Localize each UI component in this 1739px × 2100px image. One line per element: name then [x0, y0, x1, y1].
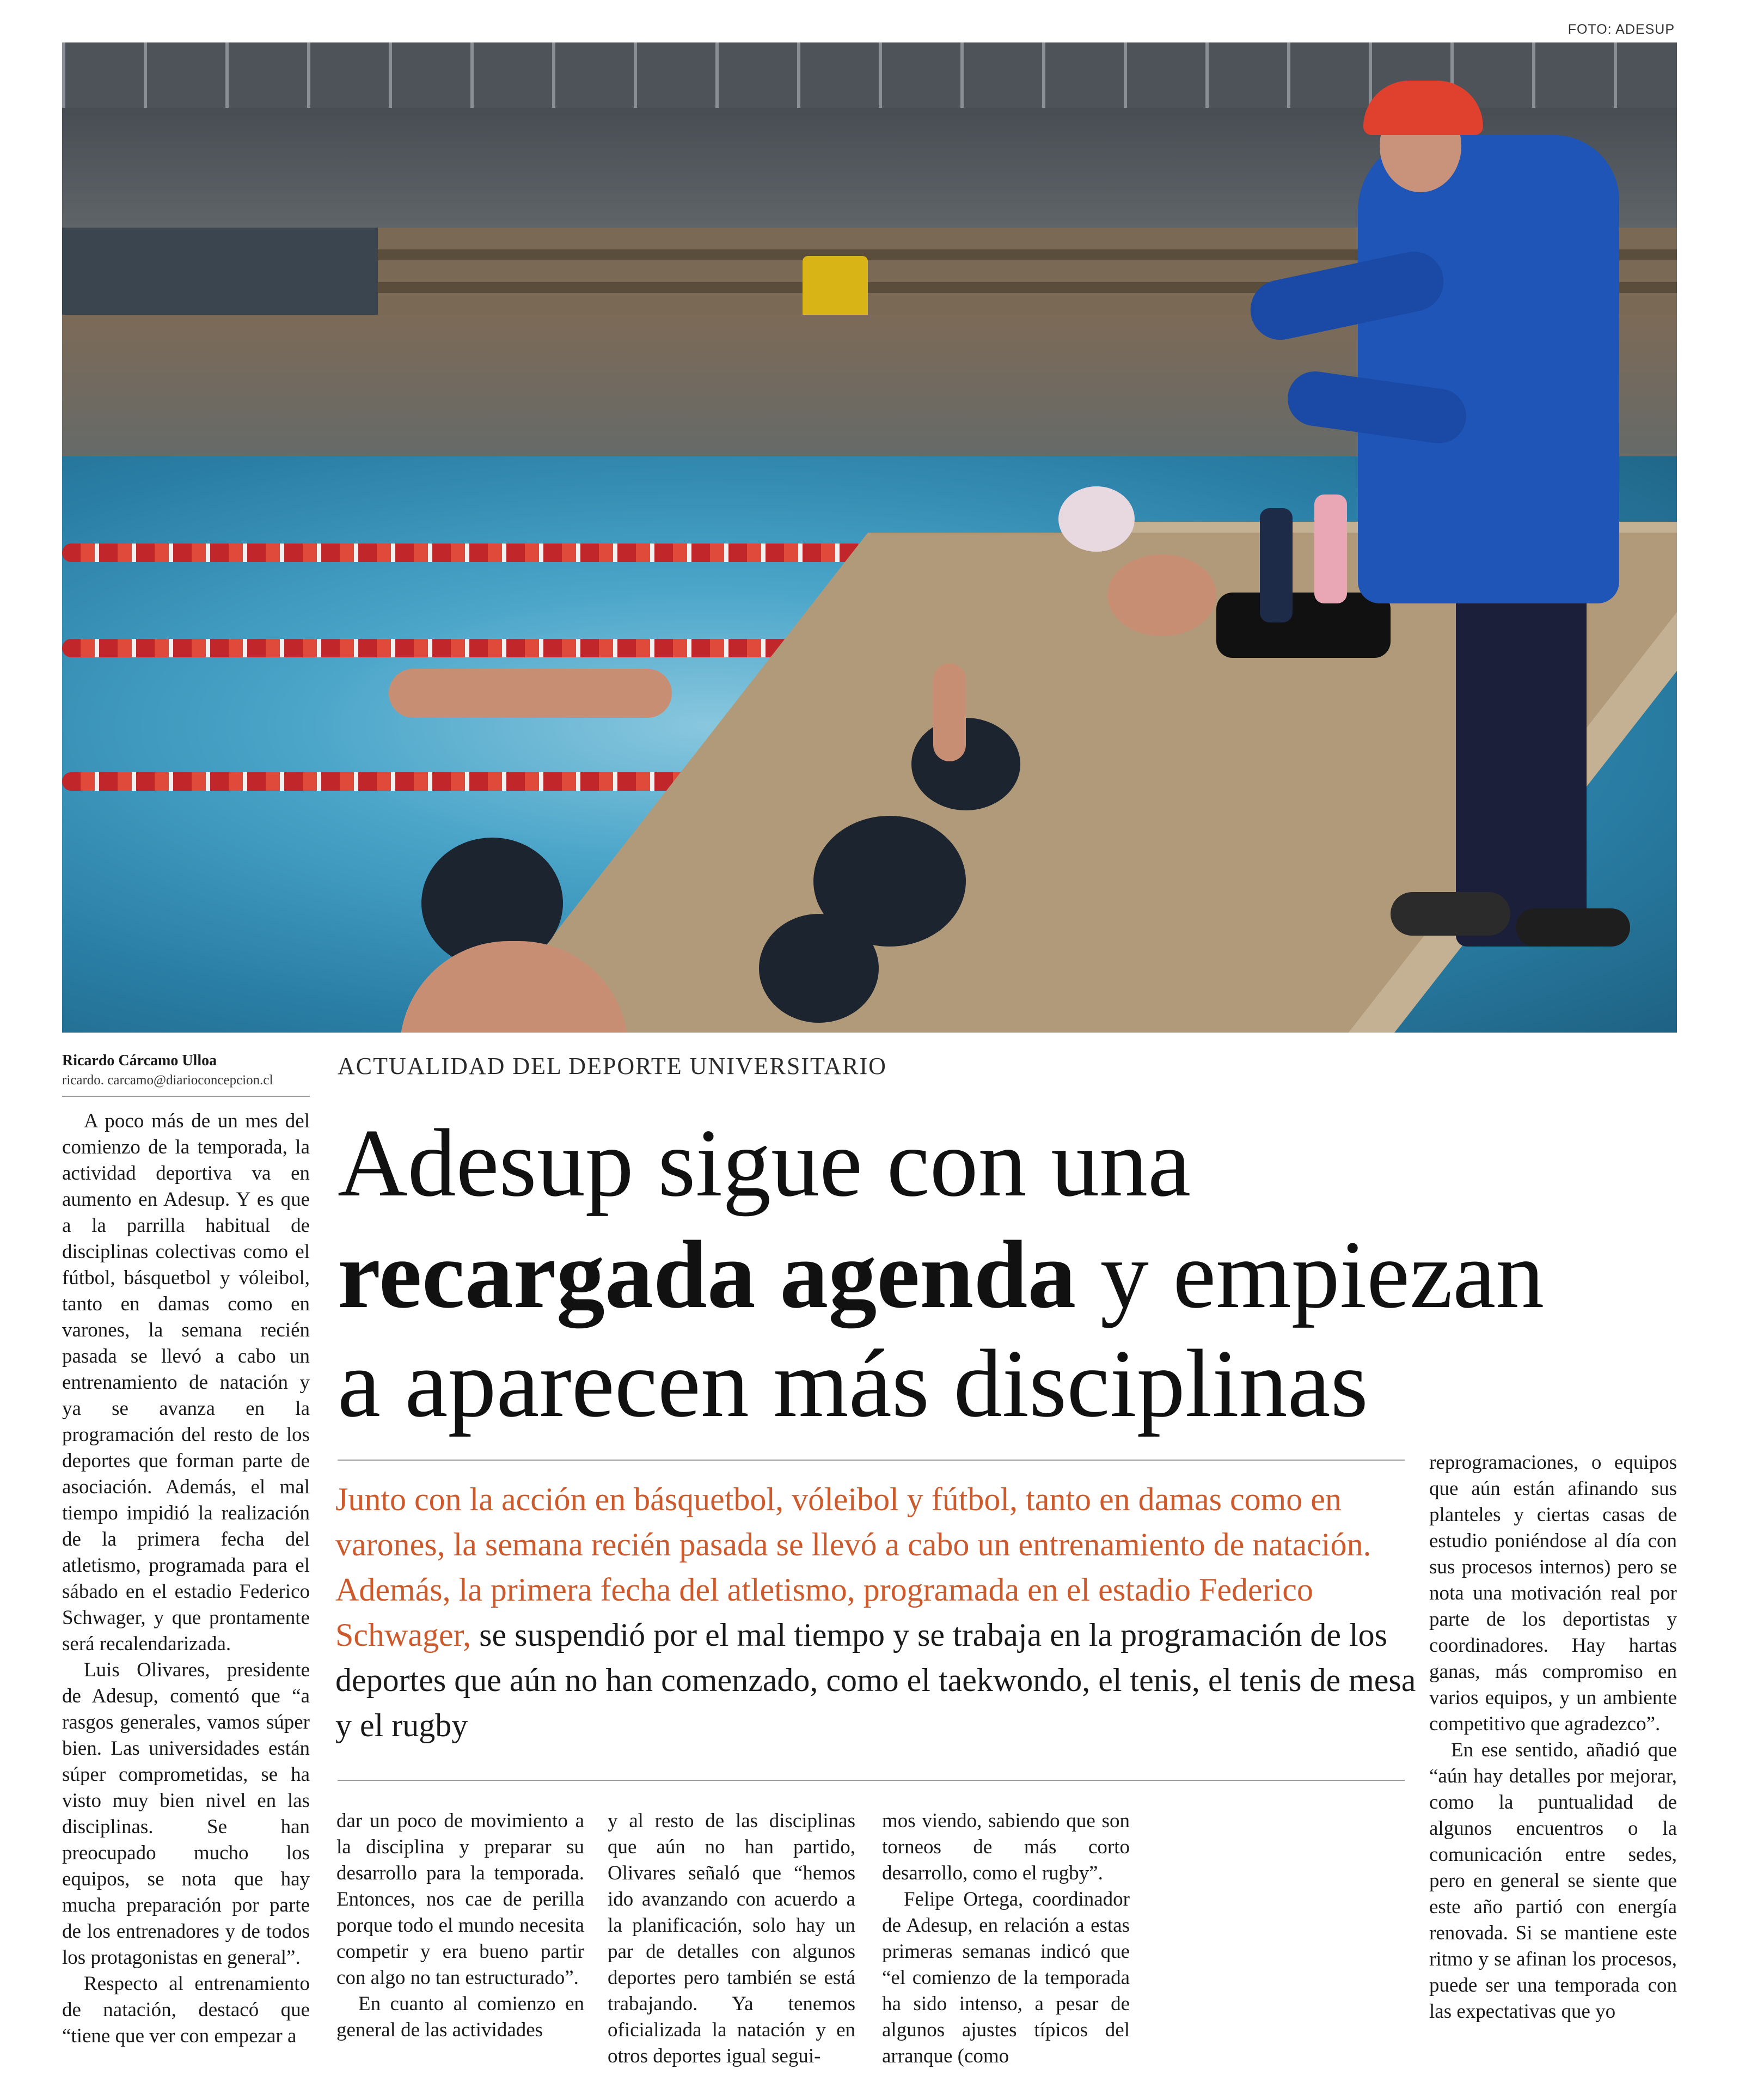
body-paragraph: Felipe Ortega, coordinador de Adesup, en relación a estas primeras semanas indicó que “el comienzo de la temporada ha sido intenso, a pesar de algunos ajustes típicos del arranque (como: [882, 1888, 1130, 2067]
section-kicker: ACTUALIDAD DEL DEPORTE UNIVERSITARIO: [338, 1053, 887, 1079]
lead-paragraph: [335, 1477, 1424, 1748]
photo-coach-jacket: [1358, 135, 1619, 603]
body-column-bottom-2: [608, 1808, 855, 2070]
body-column-right: [1429, 1450, 1677, 2025]
body-column-left: [62, 1108, 310, 2049]
headline-line-3: a aparecen más disciplinas: [338, 1329, 1368, 1437]
article-photo: [62, 42, 1677, 1033]
lead-top-rule: [338, 1460, 1405, 1461]
body-column-bottom-3: [882, 1808, 1130, 2070]
headline-line-2-rest: y empiezan: [1076, 1220, 1545, 1328]
body-paragraph: mos viendo, sabiendo que son torneos de más corto desarrollo, como el rugby”.: [882, 1810, 1130, 1884]
lead-rest: se suspendió por el mal tiempo y se trabaja en la programación de los deportes que aún no han comenzado, como el taekwondo, el tenis, el tenis de mesa y el rugby: [335, 1617, 1416, 1743]
body-paragraph: Luis Olivares, presidente de Adesup, comentó que “a rasgos generales, vamos súper bien. Las universidades están súper comprometidas, se ha visto muy bien nivel en las disciplinas. Se han preocupado mucho los equipos, se nota que hay mucha preparación por parte de los entrenadores y de todos los protagonistas en general”.: [62, 1659, 310, 1969]
photo-bag: [1216, 593, 1391, 658]
photo-coach-shoe: [1391, 892, 1510, 936]
headline-line-2: [338, 1220, 1544, 1329]
photo-credit: FOTO: ADESUP: [1567, 22, 1675, 37]
body-paragraph: Respecto al entrenamiento de natación, destacó que “tiene que ver con empezar a: [62, 1973, 310, 2047]
byline-rule: [62, 1096, 310, 1097]
body-paragraph: y al resto de las disciplinas que aún no han partido, Olivares señaló que “hemos ido avanzando con acuerdo a la planificación, solo hay un par de detalles con algunos deportes pero también se está trabajando. Ya tenemos oficializada la natación y en otros deportes igual segui-: [608, 1810, 855, 2067]
body-paragraph: reprogramaciones, o equipos que aún están afinando sus planteles y ciertas casas de estudio poniéndose al día con sus procesos internos) pero se nota una motivación real por parte de los deportistas y coordinadores. Hay hartas ganas, más compromiso en varios equipos, y un ambiente competitivo que agradezco”.: [1429, 1451, 1677, 1735]
photo-swimmer-head: [911, 718, 1020, 810]
photo-swimmer-freestyle: [389, 669, 672, 718]
headline-line-1: Adesup sigue con una: [338, 1109, 1191, 1217]
body-paragraph: En cuanto al comienzo en general de las actividades: [336, 1993, 584, 2041]
photo-coach-legs: [1456, 565, 1587, 947]
body-paragraph: A poco más de un mes del comienzo de la temporada, la actividad deportiva va en aumento en Adesup. Y es que a la parrilla habitual de disciplinas colectivas como el fútbol, básquetbol y vóleibol, tanto en damas como en varones, la semana recién pasada se llevó a cabo un entrenamiento de natación y ya se avanza en la programación del resto de los deportes que forman parte de asociación. Además, el mal tiempo impidió la realización de la primera fecha del atletismo, programada para el sábado en el estadio Federico Schwager, y que prontamente será recalendarizada.: [62, 1110, 310, 1655]
photo-swimmer-head: [759, 914, 879, 1023]
body-paragraph: dar un poco de movimiento a la disciplina y preparar su desarrollo para la temporada. Entonces, nos cae de perilla porque todo el mundo necesita competir y era bueno partir con algo no tan estructurado”.: [336, 1810, 584, 1989]
lead-highlight: Junto con la acción en básquetbol, vóleibol y fútbol, tanto en damas como en varones, la semana recién pasada se llevó a cabo un entrenamiento de natación. Además, la primera fecha del atletismo, programada en el estadio Federico Schwager,: [335, 1481, 1371, 1653]
byline-email: ricardo. carcamo@diarioconcepcion.cl: [62, 1073, 273, 1088]
photo-swimmer-body: [1107, 554, 1216, 636]
byline-name: Ricardo Cárcamo Ulloa: [62, 1052, 217, 1069]
headline-emphasis: recargada agenda: [338, 1220, 1076, 1328]
lead-bottom-rule: [338, 1780, 1405, 1781]
photo-swimmer-arm: [933, 663, 966, 761]
body-paragraph: En ese sentido, añadió que “aún hay detalles por mejorar, como la puntualidad de algunos encuentros o la comunicación entre sedes, pero en general se siente que este año partió con energía renovada. Si se mantiene este ritmo y se afinan los procesos, puede ser una temporada con las expectativas que yo: [1429, 1739, 1677, 2023]
photo-swimmer-head: [1058, 486, 1135, 552]
photo-bottle: [1314, 495, 1347, 603]
photo-coach-shoe: [1516, 908, 1630, 947]
body-column-bottom-1: [336, 1808, 584, 2043]
photo-bottle: [1260, 508, 1293, 622]
